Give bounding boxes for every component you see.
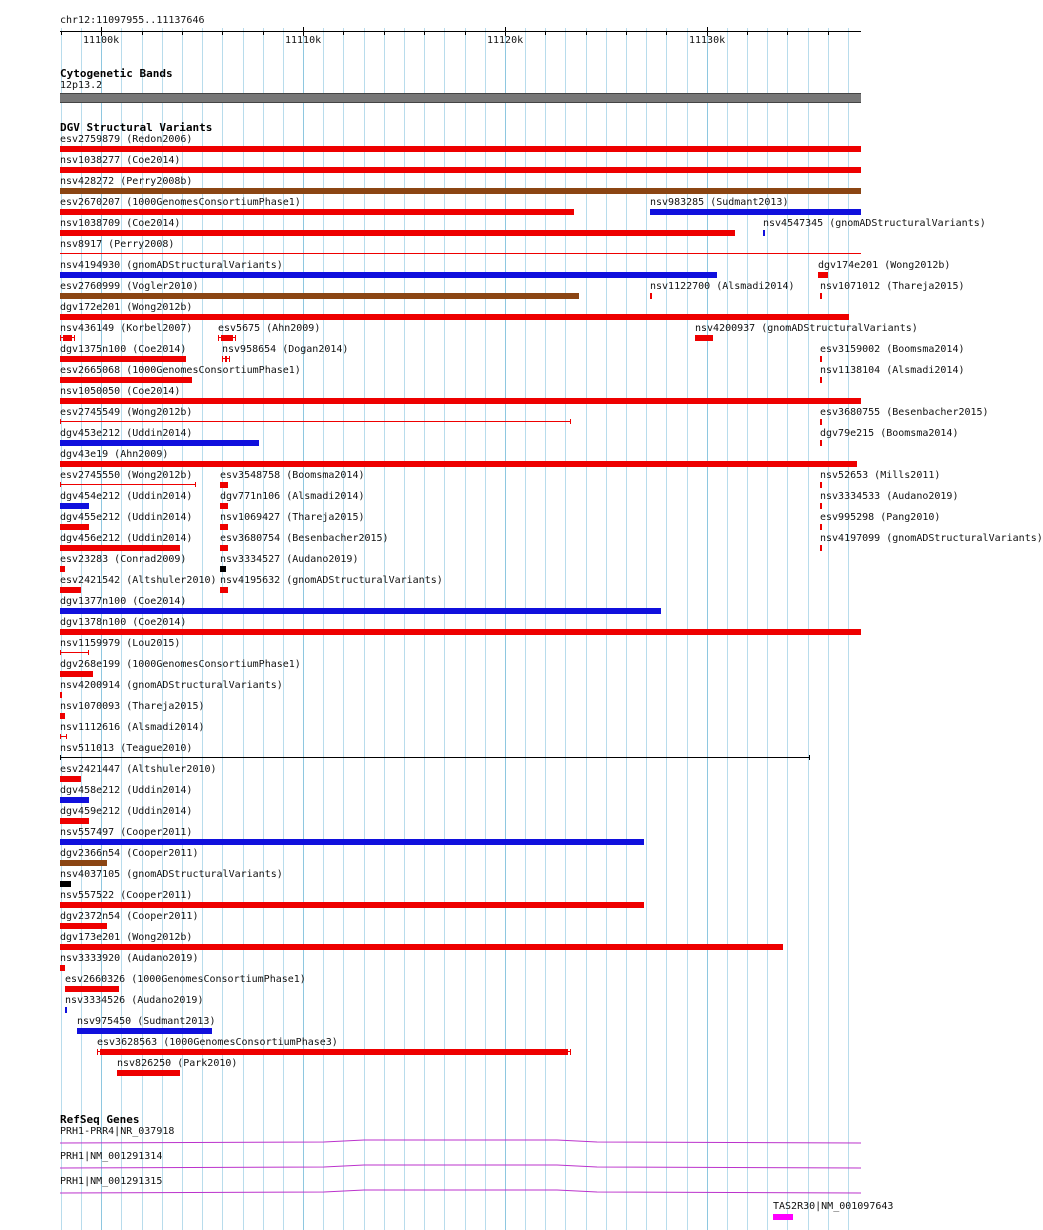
- feature-bar[interactable]: [65, 986, 119, 992]
- feature-bar[interactable]: [60, 671, 93, 677]
- feature-label[interactable]: esv995298 (Pang2010): [820, 512, 941, 523]
- feature-label[interactable]: nsv511013 (Teague2010): [60, 743, 193, 754]
- feature-label[interactable]: dgv1375n100 (Coe2014): [60, 344, 187, 355]
- feature-label[interactable]: nsv4194930 (gnomADStructuralVariants): [60, 260, 283, 271]
- feature-label[interactable]: esv2421542 (Altshuler2010): [60, 575, 217, 586]
- feature-bar[interactable]: [220, 545, 228, 551]
- feature-bar[interactable]: [695, 335, 713, 341]
- feature-label[interactable]: dgv456e212 (Uddin2014): [60, 533, 193, 544]
- feature-bar[interactable]: [117, 1070, 180, 1076]
- feature-bar[interactable]: [60, 776, 81, 782]
- feature-bar[interactable]: [225, 356, 227, 362]
- feature-label[interactable]: nsv4197099 (gnomADStructuralVariants): [820, 533, 1043, 544]
- feature-bar[interactable]: [60, 461, 857, 467]
- feature-bar[interactable]: [63, 335, 72, 341]
- cytoband-label: 12p13.2: [60, 80, 103, 91]
- feature-bar[interactable]: [60, 440, 259, 446]
- feature-label[interactable]: esv3680755 (Besenbacher2015): [820, 407, 989, 418]
- feature-label[interactable]: nsv958654 (Dogan2014): [222, 344, 349, 355]
- feature-label[interactable]: dgv771n106 (Alsmadi2014): [220, 491, 365, 502]
- feature-end-tick: [195, 482, 196, 487]
- feature-bar[interactable]: [60, 398, 861, 404]
- feature-label[interactable]: nsv1112616 (Alsmadi2014): [60, 722, 205, 733]
- feature-end-tick: [218, 335, 219, 341]
- feature-label[interactable]: nsv3334533 (Audano2019): [820, 491, 959, 502]
- feature-bar[interactable]: [60, 566, 65, 572]
- cytoband-track-title[interactable]: Cytogenetic Bands: [60, 67, 173, 80]
- feature-label[interactable]: dgv455e212 (Uddin2014): [60, 512, 193, 523]
- feature-label[interactable]: esv3159002 (Boomsma2014): [820, 344, 965, 355]
- feature-end-tick: [809, 755, 810, 760]
- feature-end-tick: [97, 1049, 98, 1055]
- feature-bar[interactable]: [60, 503, 89, 509]
- feature-end-tick: [60, 419, 61, 424]
- feature-bar[interactable]: [820, 524, 822, 530]
- feature-label[interactable]: esv2665068 (1000GenomesConsortiumPhase1): [60, 365, 301, 376]
- feature-label[interactable]: nsv3333920 (Audano2019): [60, 953, 199, 964]
- feature-bar[interactable]: [65, 1007, 67, 1013]
- feature-bar[interactable]: [60, 167, 861, 173]
- feature-bar[interactable]: [60, 629, 861, 635]
- feature-bar[interactable]: [60, 314, 849, 320]
- feature-bar[interactable]: [820, 419, 822, 425]
- feature-bar[interactable]: [60, 692, 62, 698]
- feature-label[interactable]: dgv459e212 (Uddin2014): [60, 806, 193, 817]
- feature-label[interactable]: nsv3334527 (Audano2019): [220, 554, 359, 565]
- feature-line[interactable]: [60, 421, 571, 422]
- feature-label[interactable]: esv2670207 (1000GenomesConsortiumPhase1): [60, 197, 301, 208]
- feature-bar[interactable]: [60, 230, 735, 236]
- gene-intron-line: [60, 1165, 861, 1168]
- feature-bar[interactable]: [60, 293, 579, 299]
- feature-bar[interactable]: [820, 545, 822, 551]
- feature-label[interactable]: dgv268e199 (1000GenomesConsortiumPhase1): [60, 659, 301, 670]
- feature-bar[interactable]: [60, 356, 186, 362]
- feature-label[interactable]: nsv4200914 (gnomADStructuralVariants): [60, 680, 283, 691]
- gene-intron-line: [60, 1190, 861, 1193]
- feature-bar[interactable]: [60, 587, 81, 593]
- feature-label[interactable]: TAS2R30|NM_001097643: [773, 1201, 894, 1212]
- refseq-track-title[interactable]: RefSeq Genes: [60, 1113, 140, 1126]
- feature-end-tick: [66, 734, 67, 739]
- feature-end-tick: [222, 356, 223, 362]
- feature-label[interactable]: nsv52653 (Mills2011): [820, 470, 941, 481]
- feature-bar[interactable]: [220, 587, 228, 593]
- feature-label[interactable]: PRH1|NM_001291315: [60, 1176, 163, 1187]
- feature-label[interactable]: nsv826250 (Park2010): [117, 1058, 238, 1069]
- feature-label[interactable]: nsv1038277 (Coe2014): [60, 155, 181, 166]
- feature-line[interactable]: [60, 253, 861, 254]
- feature-bar[interactable]: [60, 818, 89, 824]
- feature-label[interactable]: dgv454e212 (Uddin2014): [60, 491, 193, 502]
- feature-label[interactable]: nsv4195632 (gnomADStructuralVariants): [220, 575, 443, 586]
- feature-line[interactable]: [60, 484, 196, 485]
- feature-end-tick: [60, 734, 61, 739]
- feature-label[interactable]: esv2660326 (1000GenomesConsortiumPhase1): [65, 974, 306, 985]
- feature-label[interactable]: esv23283 (Conrad2009): [60, 554, 187, 565]
- feature-label[interactable]: PRH1|NM_001291314: [60, 1151, 163, 1162]
- feature-label[interactable]: esv2421447 (Altshuler2010): [60, 764, 217, 775]
- feature-end-tick: [60, 755, 61, 760]
- ruler-tick-label: 11130k: [689, 35, 726, 46]
- feature-label[interactable]: nsv1159979 (Lou2015): [60, 638, 181, 649]
- dgv-track-title[interactable]: DGV Structural Variants: [60, 121, 213, 134]
- feature-label[interactable]: nsv4037105 (gnomADStructuralVariants): [60, 869, 283, 880]
- feature-label[interactable]: esv3628563 (1000GenomesConsortiumPhase3): [97, 1037, 338, 1048]
- feature-bar[interactable]: [820, 293, 822, 299]
- feature-label[interactable]: esv2759879 (Redon2006): [60, 134, 193, 145]
- feature-bar[interactable]: [60, 881, 71, 887]
- feature-bar[interactable]: [60, 188, 861, 194]
- feature-label[interactable]: nsv428272 (Perry2008b): [60, 176, 193, 187]
- feature-bar[interactable]: [60, 797, 89, 803]
- feature-label[interactable]: esv2745549 (Wong2012b): [60, 407, 193, 418]
- feature-bar[interactable]: [60, 860, 107, 866]
- feature-label[interactable]: dgv2372n54 (Cooper2011): [60, 911, 199, 922]
- feature-bar[interactable]: [820, 482, 822, 488]
- feature-bar[interactable]: [820, 440, 822, 446]
- feature-end-tick: [60, 335, 61, 341]
- feature-line[interactable]: [60, 757, 810, 758]
- feature-bar[interactable]: [60, 608, 661, 614]
- feature-bar[interactable]: [220, 482, 228, 488]
- feature-bar[interactable]: [60, 713, 65, 719]
- feature-bar[interactable]: [773, 1214, 793, 1220]
- feature-label[interactable]: dgv79e215 (Boomsma2014): [820, 428, 959, 439]
- feature-label[interactable]: dgv172e201 (Wong2012b): [60, 302, 193, 313]
- feature-label[interactable]: nsv3334526 (Audano2019): [65, 995, 204, 1006]
- feature-bar[interactable]: [220, 566, 226, 572]
- feature-end-tick: [570, 419, 571, 424]
- feature-bar[interactable]: [650, 209, 861, 215]
- feature-end-tick: [60, 482, 61, 487]
- feature-end-tick: [74, 335, 75, 341]
- feature-label[interactable]: dgv2366n54 (Cooper2011): [60, 848, 199, 859]
- feature-bar[interactable]: [100, 1049, 568, 1055]
- gene-model[interactable]: [60, 1187, 861, 1195]
- feature-label[interactable]: dgv43e19 (Ahn2009): [60, 449, 169, 460]
- ruler-tick-label: 11110k: [285, 35, 322, 46]
- feature-bar[interactable]: [820, 377, 822, 383]
- feature-end-tick: [235, 335, 236, 341]
- feature-label[interactable]: dgv458e212 (Uddin2014): [60, 785, 193, 796]
- feature-label[interactable]: nsv8917 (Perry2008): [60, 239, 175, 250]
- gene-model[interactable]: [60, 1162, 861, 1170]
- feature-label[interactable]: nsv1070093 (Thareja2015): [60, 701, 205, 712]
- feature-bar[interactable]: [763, 230, 765, 236]
- feature-bar[interactable]: [220, 503, 228, 509]
- feature-label[interactable]: nsv1069427 (Thareja2015): [220, 512, 365, 523]
- feature-bar[interactable]: [77, 1028, 212, 1034]
- feature-label[interactable]: esv2760999 (Vogler2010): [60, 281, 199, 292]
- feature-bar[interactable]: [60, 524, 89, 530]
- feature-label[interactable]: esv2745550 (Wong2012b): [60, 470, 193, 481]
- gene-model[interactable]: [60, 1137, 861, 1145]
- coordinate-readout: chr12:11097955..11137646: [60, 15, 205, 26]
- feature-bar[interactable]: [60, 272, 717, 278]
- feature-bar[interactable]: [818, 272, 828, 278]
- feature-label[interactable]: nsv557522 (Cooper2011): [60, 890, 193, 901]
- feature-bar[interactable]: [60, 902, 644, 908]
- feature-label[interactable]: nsv975450 (Sudmant2013): [77, 1016, 216, 1027]
- feature-label[interactable]: dgv453e212 (Uddin2014): [60, 428, 193, 439]
- feature-end-tick: [88, 650, 89, 655]
- feature-label[interactable]: nsv1071012 (Thareja2015): [820, 281, 965, 292]
- feature-label[interactable]: nsv1138104 (Alsmadi2014): [820, 365, 965, 376]
- feature-bar[interactable]: [60, 944, 783, 950]
- feature-bar[interactable]: [820, 503, 822, 509]
- feature-label[interactable]: esv5675 (Ahn2009): [218, 323, 321, 334]
- feature-label[interactable]: esv3548758 (Boomsma2014): [220, 470, 365, 481]
- feature-bar[interactable]: [60, 839, 644, 845]
- feature-label[interactable]: dgv1377n100 (Coe2014): [60, 596, 187, 607]
- feature-label[interactable]: nsv557497 (Cooper2011): [60, 827, 193, 838]
- feature-bar[interactable]: [221, 335, 233, 341]
- feature-end-tick: [570, 1049, 571, 1055]
- gene-intron-line: [60, 1140, 861, 1143]
- feature-label[interactable]: nsv4200937 (gnomADStructuralVariants): [695, 323, 918, 334]
- feature-label[interactable]: nsv1038709 (Coe2014): [60, 218, 181, 229]
- feature-label[interactable]: nsv436149 (Korbel2007): [60, 323, 193, 334]
- feature-bar[interactable]: [820, 356, 822, 362]
- feature-label[interactable]: dgv173e201 (Wong2012b): [60, 932, 193, 943]
- feature-label[interactable]: nsv1122700 (Alsmadi2014): [650, 281, 795, 292]
- feature-bar[interactable]: [60, 923, 107, 929]
- feature-label[interactable]: nsv1050050 (Coe2014): [60, 386, 181, 397]
- feature-bar[interactable]: [650, 293, 652, 299]
- feature-line[interactable]: [60, 652, 89, 653]
- feature-end-tick: [60, 650, 61, 655]
- ruler-tick-label: 11120k: [487, 35, 524, 46]
- feature-bar[interactable]: [60, 146, 861, 152]
- feature-label[interactable]: nsv4547345 (gnomADStructuralVariants): [763, 218, 986, 229]
- feature-label[interactable]: nsv983285 (Sudmant2013): [650, 197, 789, 208]
- feature-label[interactable]: PRH1-PRR4|NR_037918: [60, 1126, 175, 1137]
- feature-bar[interactable]: [60, 377, 192, 383]
- feature-end-tick: [229, 356, 230, 362]
- feature-label[interactable]: dgv1378n100 (Coe2014): [60, 617, 187, 628]
- ruler-tick-label: 11100k: [83, 35, 120, 46]
- feature-bar[interactable]: [60, 209, 574, 215]
- feature-bar[interactable]: [60, 965, 65, 971]
- feature-bar[interactable]: [60, 545, 180, 551]
- feature-label[interactable]: dgv174e201 (Wong2012b): [818, 260, 951, 271]
- feature-bar[interactable]: [220, 524, 228, 530]
- feature-label[interactable]: esv3680754 (Besenbacher2015): [220, 533, 389, 544]
